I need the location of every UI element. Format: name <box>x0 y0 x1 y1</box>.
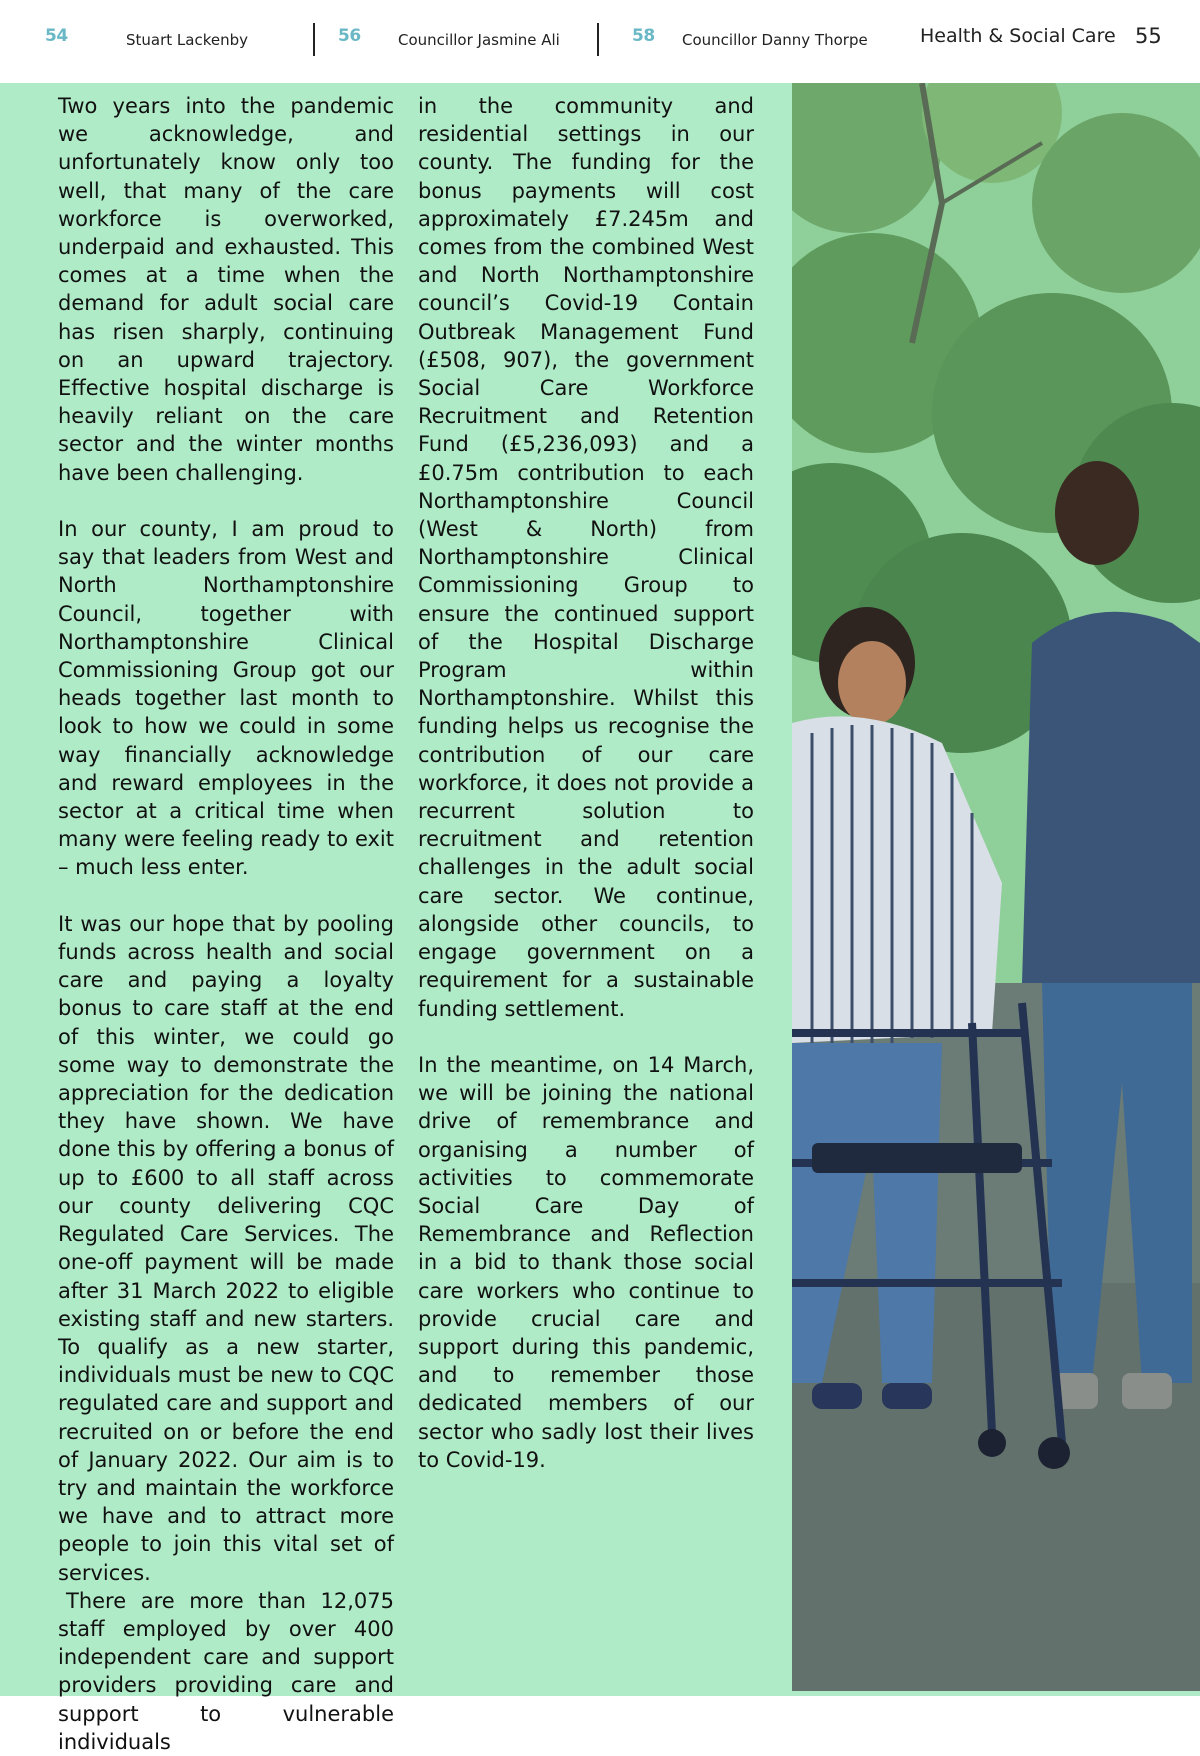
article-paragraph: in the community and residential settings in our county. The funding for the bonus payments will cost approximately £7.245m and comes from the combined West and North Northamptonshire council’s Covid-19 Contain Outbreak Management Fund (£508, 907), the government Social Care Workforce Recruitment and Retention Fund (£5,236,093) and a £0.75m contribution to each Northamptonshire Council (West & North) from Northamptonshire Clinical Commissioning Group to ensure the continued support of the Hospital Discharge Program within Northamptonshire. Whilst this funding helps us recognise the contribution of our care workforce, it does not provide a recurrent solution to recruitment and retention challenges in the adult social care sector. We continue, alongside other councils, to engage government on a requirement for a sustainable funding settlement. <box>418 94 754 1021</box>
nav-name: Stuart Lackenby <box>126 31 248 49</box>
article-column-right <box>418 92 754 1502</box>
article-column-left <box>58 92 394 1756</box>
nav-name: Councillor Danny Thorpe <box>682 31 868 49</box>
nav-divider <box>597 23 599 56</box>
nav-link-danny-thorpe[interactable] <box>632 22 872 58</box>
section-title: Health & Social Care <box>920 25 1116 47</box>
nav-link-jasmine-ali[interactable] <box>338 22 588 58</box>
article-paragraph: Two years into the pandemic we acknowledge, and unfortunately know only too well, that many of the care workforce is overworked, underpaid and exhausted. This comes at a time when the demand for adult social care has risen sharply, continuing on an upward trajectory. Effective hospital discharge is heavily reliant on the care sector and the winter months have been challenging. <box>58 94 394 485</box>
page-header <box>0 0 1200 83</box>
article-paragraph: In the meantime, on 14 March, we will be joining the national drive of remembrance and organising a number of activities to commemorate Social Care Day of Remembrance and Reflection in a bid to thank those social care workers who continue to provide crucial care and support during this pandemic, and to remember those dedicated members of our sector who sadly lost their lives to Covid-19. <box>418 1052 754 1472</box>
article-paragraph: In our county, I am proud to say that leaders from West and North Northamptonshire Council, together with Northamptonshire Clinical Commissioning Group got our heads together last month to look to how we could in some way financially acknowledge and reward employees in the sector at a critical time when many were feeling ready to exit – much less enter. <box>58 517 394 880</box>
article-paragraph: There are more than 12,075 staff employed by over 400 independent care and support providers providing care and support to vulnerable individuals <box>58 1588 394 1754</box>
article-paragraph: It was our hope that by pooling funds across health and social care and paying a loyalty bonus to care staff at the end of this winter, we could go some way to demonstrate the appreciation for the dedication they have shown. We have done this by offering a bonus of up to £600 to all staff across our county delivering CQC Regulated Care Services. The one-off payment will be made after 31 March 2022 to eligible existing staff and new starters. To qualify as a new starter, individuals must be new to CQC regulated care and support and recruited on or before the end of January 2022. Our aim is to try and maintain the workforce we have and to attract more people to join this vital set of services. <box>58 911 394 1585</box>
photo-elderly-woman-with-walker-and-young-man-icon <box>792 83 1200 1691</box>
photo-bottom-strip <box>792 1691 1200 1696</box>
nav-divider <box>313 23 315 56</box>
nav-name: Councillor Jasmine Ali <box>398 31 560 49</box>
nav-page-number: 56 <box>338 26 361 46</box>
page-number: 55 <box>1135 24 1162 48</box>
nav-page-number: 58 <box>632 26 655 46</box>
nav-link-stuart-lackenby[interactable] <box>45 22 315 58</box>
nav-page-number: 54 <box>45 26 68 46</box>
